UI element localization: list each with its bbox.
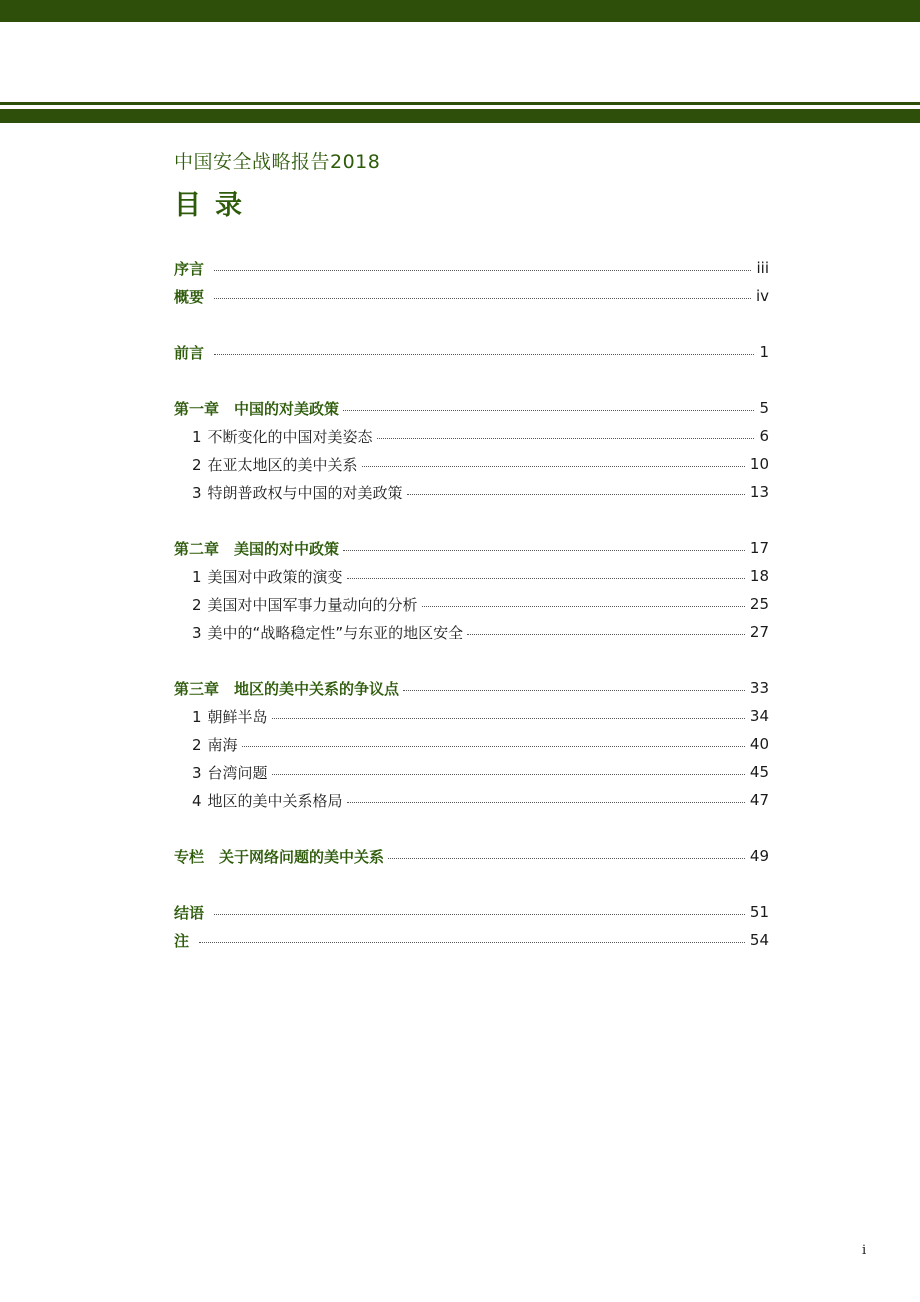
- toc-page-number: 13: [749, 483, 769, 501]
- leader-dots: [467, 634, 745, 635]
- section-number: 2: [192, 735, 202, 754]
- leader-dots: [403, 690, 745, 691]
- leader-dots: [347, 578, 745, 579]
- toc-heading: 目录: [174, 190, 256, 221]
- toc-page-number: 40: [749, 735, 769, 753]
- toc-page-number: 54: [749, 931, 769, 949]
- section-label: 地区的美中关系格局: [207, 791, 343, 810]
- page-folio: i: [862, 1243, 867, 1258]
- toc-entry-label: 前言: [174, 343, 205, 362]
- section-label: 美国对中政策的演变: [207, 567, 343, 586]
- toc-chapter-label: 第一章 中国的对美政策: [174, 399, 340, 418]
- toc-page-number: iii: [756, 259, 769, 277]
- toc-entry-label: 概要: [174, 287, 205, 306]
- header-band-bottom: [0, 109, 920, 123]
- toc-page-number: 1: [759, 343, 769, 361]
- toc-page-number: 25: [749, 595, 769, 613]
- toc-entry-foreword[interactable]: [174, 340, 769, 364]
- toc-entry-label: 结语: [174, 903, 205, 922]
- section-number: 3: [192, 763, 202, 782]
- toc-page-number: 27: [749, 623, 769, 641]
- toc-section[interactable]: [174, 480, 769, 504]
- toc-page-number: 10: [749, 455, 769, 473]
- toc-page-number: 45: [749, 763, 769, 781]
- section-number: 1: [192, 707, 202, 726]
- section-number: 2: [192, 595, 202, 614]
- toc-page-number: 17: [749, 539, 769, 557]
- toc-chapter-1[interactable]: [174, 396, 769, 420]
- toc-section[interactable]: [174, 788, 769, 812]
- section-number: 4: [192, 791, 202, 810]
- leader-dots: [347, 802, 745, 803]
- section-label: 美中的“战略稳定性”与东亚的地区安全: [207, 623, 464, 642]
- leader-dots: [214, 270, 751, 271]
- toc-section[interactable]: [174, 424, 769, 448]
- header-band-top: [0, 0, 920, 22]
- section-number: 3: [192, 623, 202, 642]
- toc-chapter-label: 专栏 关于网络问题的美中关系: [174, 847, 385, 866]
- toc-section[interactable]: [174, 592, 769, 616]
- toc-entry-preface[interactable]: [174, 256, 769, 280]
- toc-page-number: 5: [759, 399, 769, 417]
- toc-page-number: 6: [759, 427, 769, 445]
- toc-chapter-2[interactable]: [174, 536, 769, 560]
- section-label: 美国对中国军事力量动向的分析: [207, 595, 418, 614]
- toc-entry-label: 注: [174, 931, 190, 950]
- leader-dots: [272, 774, 745, 775]
- section-number: 2: [192, 455, 202, 474]
- toc-entry-summary[interactable]: [174, 284, 769, 308]
- toc-page-number: 49: [749, 847, 769, 865]
- leader-dots: [388, 858, 745, 859]
- toc-chapter-label: 第三章 地区的美中关系的争议点: [174, 679, 400, 698]
- leader-dots: [377, 438, 755, 439]
- toc-section[interactable]: [174, 452, 769, 476]
- leader-dots: [272, 718, 745, 719]
- leader-dots: [407, 494, 745, 495]
- section-label: 台湾问题: [207, 763, 268, 782]
- leader-dots: [422, 606, 745, 607]
- section-label: 朝鲜半岛: [207, 707, 268, 726]
- leader-dots: [199, 942, 745, 943]
- leader-dots: [343, 410, 754, 411]
- leader-dots: [214, 354, 754, 355]
- header-rule-thin: [0, 102, 920, 105]
- leader-dots: [214, 298, 751, 299]
- toc-page-number: 47: [749, 791, 769, 809]
- toc-chapter-label: 第二章 美国的对中政策: [174, 539, 340, 558]
- toc-entry-label: 序言: [174, 259, 205, 278]
- toc-page-number: 33: [749, 679, 769, 697]
- toc-entry-conclusion[interactable]: [174, 900, 769, 924]
- toc-section[interactable]: [174, 564, 769, 588]
- leader-dots: [214, 914, 745, 915]
- section-number: 3: [192, 483, 202, 502]
- leader-dots: [242, 746, 745, 747]
- section-number: 1: [192, 567, 202, 586]
- toc-section[interactable]: [174, 620, 769, 644]
- toc-section[interactable]: [174, 760, 769, 784]
- toc-page-number: iv: [755, 287, 769, 305]
- section-label: 不断变化的中国对美姿态: [207, 427, 373, 446]
- toc-column[interactable]: [174, 844, 769, 868]
- section-label: 南海: [207, 735, 238, 754]
- toc-chapter-3[interactable]: [174, 676, 769, 700]
- report-title: 中国安全战略报告2018: [174, 151, 381, 173]
- toc-page-number: 34: [749, 707, 769, 725]
- leader-dots: [343, 550, 745, 551]
- toc-page-number: 51: [749, 903, 769, 921]
- section-number: 1: [192, 427, 202, 446]
- toc-entry-notes[interactable]: [174, 928, 769, 952]
- section-label: 特朗普政权与中国的对美政策: [207, 483, 403, 502]
- toc-page-number: 18: [749, 567, 769, 585]
- section-label: 在亚太地区的美中关系: [207, 455, 358, 474]
- toc-section[interactable]: [174, 732, 769, 756]
- leader-dots: [362, 466, 745, 467]
- toc-section[interactable]: [174, 704, 769, 728]
